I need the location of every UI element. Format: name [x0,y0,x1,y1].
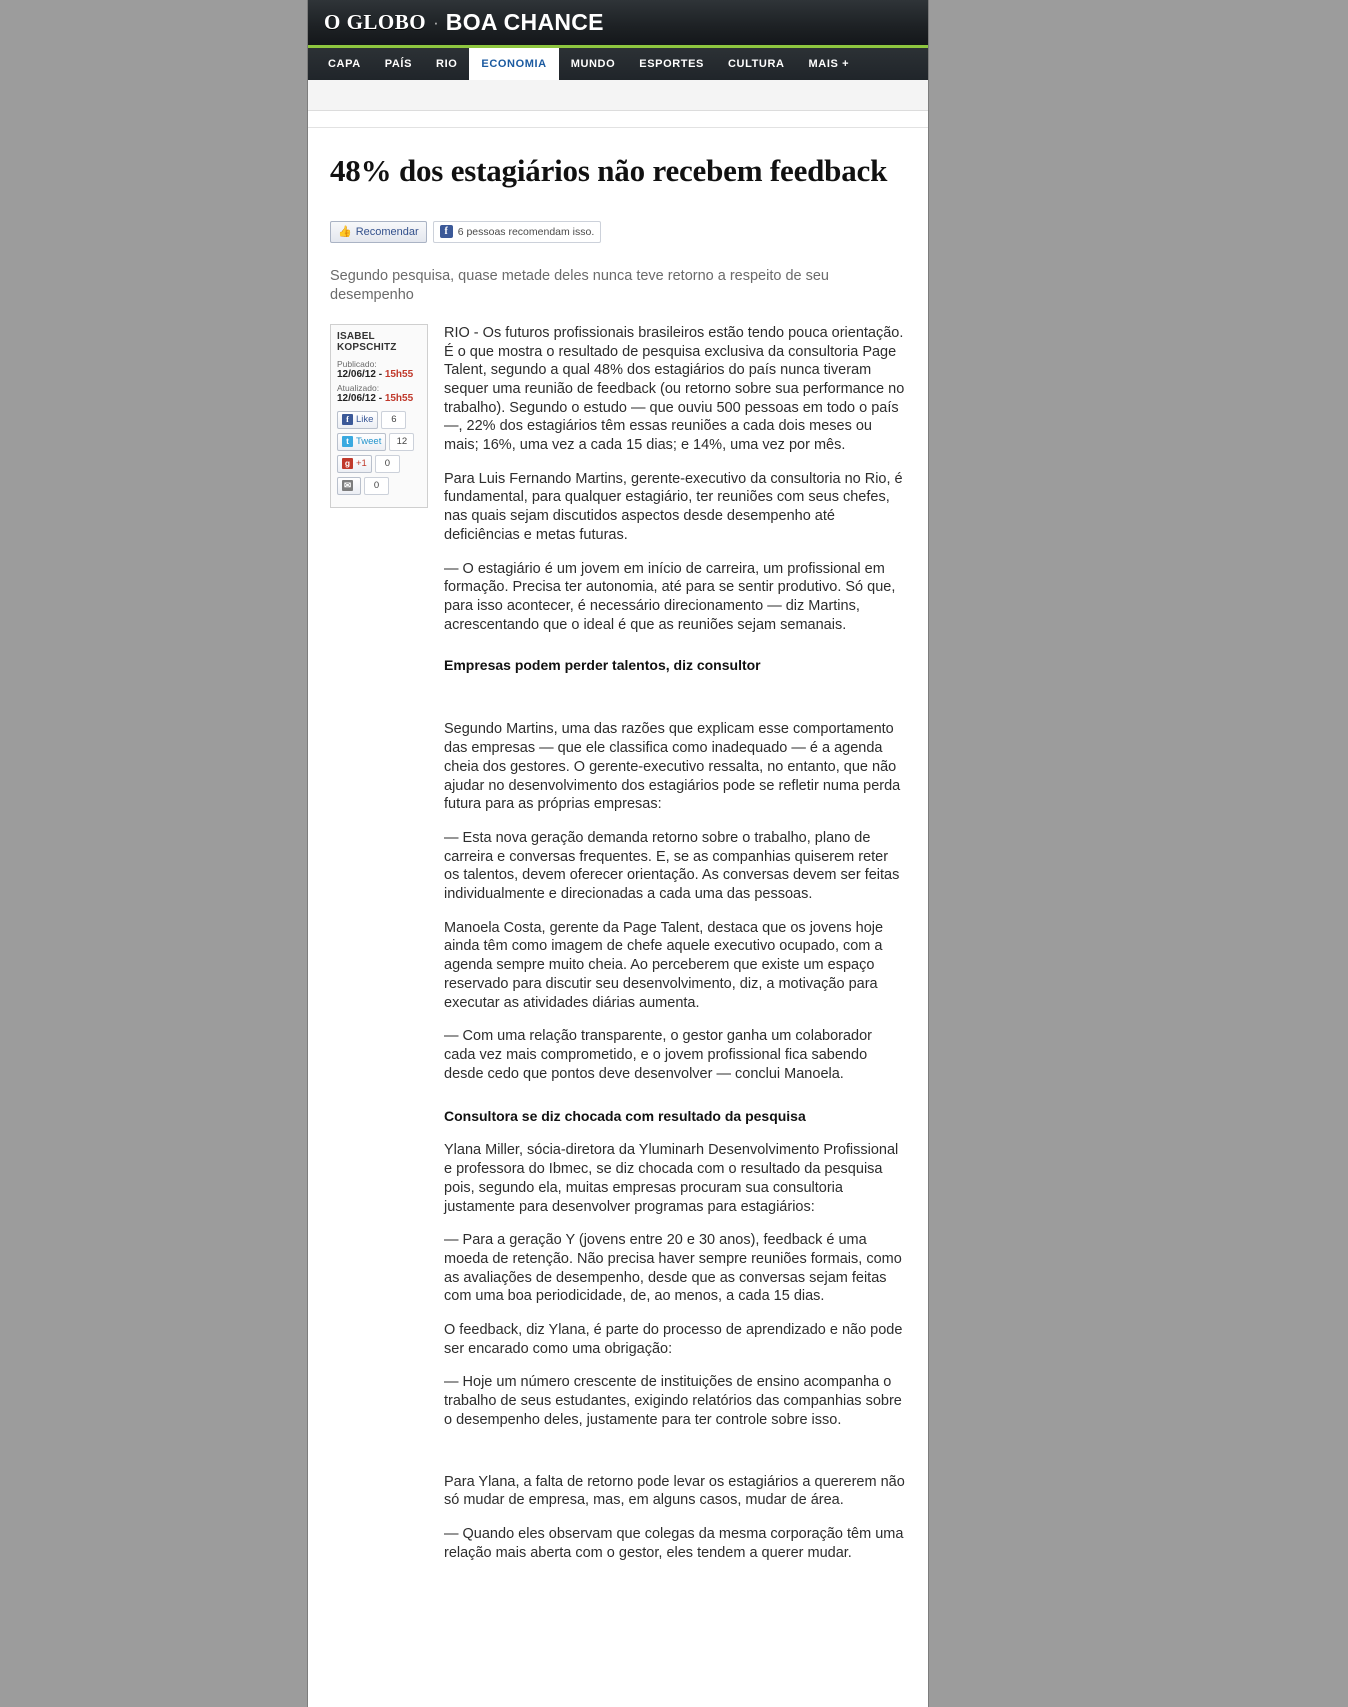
article-paragraph: — Quando eles observam que colegas da mesma corporação têm uma relação mais aberta com o gestor, eles tendem a querer mudar. [444,1525,904,1561]
mail-icon: ✉ [343,480,352,491]
thumbs-up-icon: 👍 [338,226,352,239]
nav-item-mais[interactable]: MAIS + [808,58,850,70]
published-label: Publicado: [337,358,377,369]
facebook-like-count: 6 [381,411,406,429]
article-paragraph: — Para a geração Y (jovens entre 20 e 30 anos), feedback é uma moeda de retenção. Não precisa haver sempre reuniões formais, como as avaliações de desempenho, desde que as conversas sejam feitas com uma boa periodicidade, de, ao menos, a cada 15 dias. [444,1232,902,1305]
nav-item-economia[interactable]: ECONOMIA [469,48,558,80]
updated-date [337,393,421,404]
share-row-facebook [337,411,421,429]
article-paragraph: — O estagiário é um jovem em início de carreira, um profissional em formação. Precisa ter autonomia, até para se sentir produtivo. Só que, para isso acontecer, é necessário direcionamento — diz Martins, acrescentando que o ideal é que as reuniões sejam semanais. [444,560,896,633]
nav-subbar [308,80,928,111]
email-share-count: 0 [364,477,389,495]
article-subhead: Segundo pesquisa, quase metade deles nunca teve retorno a respeito de seu desempenho [330,267,829,304]
site-masthead [308,0,928,48]
nav-item-rio[interactable]: RIO [436,58,458,70]
facebook-icon: f [440,225,453,238]
article-paragraph: — Com uma relação transparente, o gestor ganha um colaborador cada vez mais comprometido, e o jovem profissional fica sabendo desde cedo que pontos deve desenvolver — conclui Manoela. [444,1028,872,1082]
googleplus-button[interactable] [337,455,372,473]
email-share-button[interactable] [337,477,361,495]
article-paragraph: Para Ylana, a falta de retorno pode levar os estagiários a quererem não só mudar de empresa, mas, em alguns casos, mudar de área. [444,1473,905,1509]
logo-oglobo[interactable]: O GLOBO [324,10,427,34]
facebook-recommend-count-text: 6 pessoas recomendam isso. [457,225,595,238]
googleplus-label: +1 [356,458,367,470]
article-paragraph: — Esta nova geração demanda retorno sobre o trabalho, plano de carreira e conversas frequentes. E, se as companhias quiserem reter os talentos, devem oferecer orientação. As conversas devem ser feitas individualmente e direcionadas a cada uma das pessoas. [444,829,900,903]
share-row-googleplus [337,455,421,473]
article-paragraph: — Hoje um número crescente de instituições de ensino acompanha o trabalho de seus estudantes, exigindo relatórios das companhias sobre o desempenho deles, justamente para ter controle sobre isso. [444,1374,902,1428]
article-paragraph: RIO - Os futuros profissionais brasileiros estão tendo pouca orientação. É o que mostra o resultado de pesquisa exclusiva da consultoria Page Talent, segundo a qual 48% dos estagiários do país nunca tiveram sequer uma reunião de feedback (ou retorno sobre sua performance no trabalho). Segundo o estudo — que ouviu 500 pessoas em todo o país —, 22% dos estagiários têm essas reuniões a cada dois meses ou mais; 16%, uma vez a cada 15 dias; e 14%, uma vez por mês. [444,324,905,454]
facebook-like-label: Like [356,414,374,426]
updated-hour-value: 15h55 [384,392,414,404]
googleplus-icon: g [342,458,353,469]
article-paragraph: Manoela Costa, gerente da Page Talent, destaca que os jovens hoje ainda têm como imagem de chefe aquele executivo ocupado, com a agenda sempre muito cheia. Ao perceberem que existe um espaço reservado para discutir seu desenvolvimento, diz, a motivação para executar as atividades diárias aumenta. [444,919,884,1011]
article-bottom-spacer [444,1577,906,1611]
article-byline: ISABEL KOPSCHITZ [337,330,397,353]
facebook-recommend-label: Recomendar [355,225,419,238]
published-hour-value: 15h55 [384,368,414,380]
facebook-recommend-count [433,221,602,243]
article-section-heading: Empresas podem perder talentos, diz consultor [444,657,761,674]
nav-item-mundo[interactable]: MUNDO [570,58,616,70]
article-body-wrapper [330,324,906,1612]
article-paragraph: Ylana Miller, sócia-diretora da Yluminarh Desenvolvimento Profissional e professora do Ibmec, se diz chocada com o resultado da pesquisa pois, segundo ela, muitas empresas procuram sua consultoria justamente para desenvolver programas para estagiários: [444,1142,899,1215]
updated-date-value: 12/06/12 - [337,392,385,404]
page-title: 48% dos estagiários não recebem feedback [330,153,888,188]
article-spacer [444,1445,906,1473]
updated-label: Atualizado: [337,382,380,393]
twitter-icon: t [342,436,353,447]
logo-separator: · [433,12,439,32]
facebook-like-button[interactable] [337,411,378,429]
facebook-icon: f [342,414,353,425]
article [308,128,928,1611]
nav-item-pais[interactable]: PAÍS [384,58,413,70]
share-button-stack [337,411,421,495]
googleplus-count: 0 [375,455,400,473]
article-meta-box [330,324,428,508]
nav-item-cultura[interactable]: CULTURA [727,58,785,70]
published-date [337,369,421,380]
logo-boa-chance[interactable]: BOA CHANCE [445,9,604,35]
article-paragraph: Para Luis Fernando Martins, gerente-executivo da consultoria no Rio, é fundamental, para qualquer estagiário, ter reuniões com seus chefes, nas quais sejam discutidos aspectos desde desempenho até deficiências e metas futuras. [444,470,903,543]
facebook-recommend-button[interactable] [330,221,427,243]
twitter-tweet-count: 12 [389,433,414,451]
article-paragraph: Segundo Martins, uma das razões que explicam esse comportamento das empresas — que ele classifica como inadequado — é a agenda cheia dos gestores. O gerente-executivo ressalta, no entanto, que não ajudar no desenvolvimento dos estagiários pode se refletir numa perda futura para as próprias empresas: [444,721,901,813]
main-navigation [308,48,928,80]
site-container [308,0,928,1707]
nav-item-esportes[interactable]: ESPORTES [639,58,704,70]
twitter-tweet-label: Tweet [356,436,382,448]
published-date-value: 12/06/12 - [337,368,385,380]
twitter-tweet-button[interactable] [337,433,386,451]
nav-item-capa[interactable]: CAPA [328,58,361,70]
article-section-heading: Consultora se diz chocada com resultado da pesquisa [444,1108,806,1125]
article-text-column [444,324,906,1612]
article-paragraph: O feedback, diz Ylana, é parte do processo de aprendizado e não pode ser encarado como uma obrigação: [444,1322,903,1357]
nav-spacer [308,111,928,128]
share-row-email [337,477,421,495]
social-share-row [330,221,906,243]
share-row-twitter [337,433,421,451]
